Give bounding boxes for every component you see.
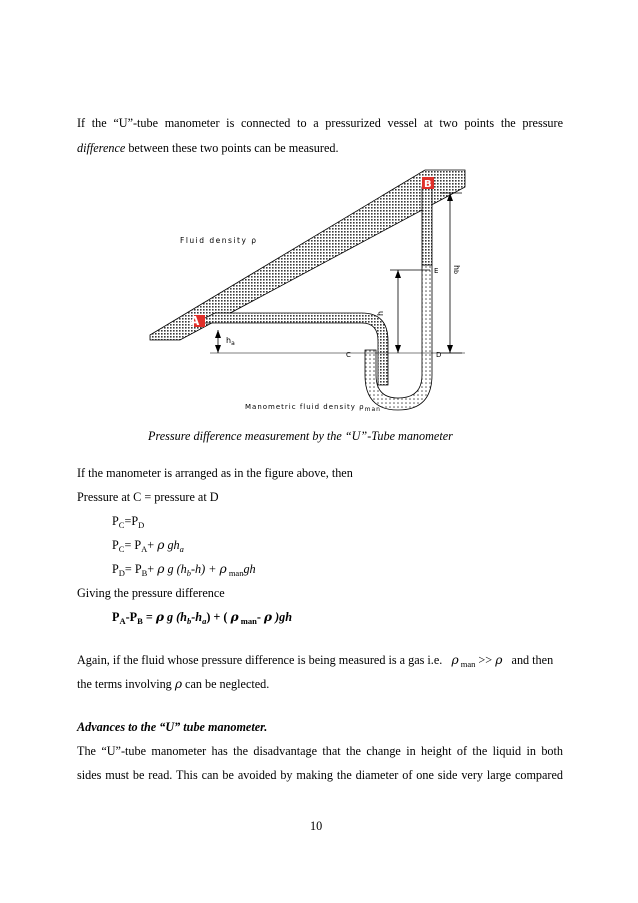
intro-line-1: If the “U”-tube manometer is connected to a pressurized vessel at two points the pressure: [77, 116, 563, 130]
equation-1: $P_C=P_D$: [112, 514, 145, 530]
emphasis-text: difference: [77, 141, 126, 155]
figure-caption: Pressure difference measurement by the “U”-Tube manometer: [148, 429, 453, 443]
again-line-2: the terms involving ρ can be neglected.: [77, 677, 270, 691]
label-hb: hb: [452, 265, 461, 274]
label-ha: $h_a$: [226, 336, 235, 347]
advance-line-2: sides must be read. This can be avoided by making the diameter of one side very large compared: [77, 768, 563, 782]
label-c: C: [346, 351, 351, 359]
intro-line-2-rest: between these two points can be measured.: [125, 141, 339, 155]
equation-3: $P_D= P_B+ \rho$ g $(h_b-h) + \rho$ $_{man}$gh: [112, 562, 256, 578]
fluid-density-label: Fluid density ρ: [180, 236, 258, 245]
manometer-right-limb: [422, 187, 432, 265]
intro-line-2: [77, 140, 339, 156]
giving-text: Giving the pressure difference: [77, 586, 225, 600]
para-pressure-c-d: Pressure at C = pressure at D: [77, 490, 219, 504]
section-heading: Advances to the “U” tube manometer.: [77, 720, 268, 734]
page-number: 10: [310, 819, 323, 833]
again-line-1: Again, if the fluid whose pressure difference is being measured is a gas i.e. ρ $_{man}$ >> ρ and then: [77, 653, 554, 669]
point-a-label: A: [190, 314, 200, 328]
advance-line-1: The “U”-tube manometer has the disadvantage that the change in height of the liquid in both: [77, 744, 563, 758]
manometric-fluid: [365, 265, 432, 410]
label-h: h: [376, 310, 385, 316]
label-d: D: [436, 351, 442, 359]
manometer-left-limb: [195, 310, 388, 385]
label-e: E: [434, 267, 439, 275]
manometer-figure: [140, 165, 480, 420]
point-b-label: B: [424, 179, 432, 190]
equation-4: $P_A-P_B = \rho$ g $(h_b-h_a)$ + ( ρ $_{man}$- ρ )gh: [112, 610, 293, 626]
equation-2: $P_C= P_A+ \rho$ $gh_a$: [112, 538, 184, 554]
para-arrangement: If the manometer is arranged as in the figure above, then: [77, 466, 353, 480]
manometric-density-label: Manometric fluid density ρman: [245, 403, 381, 413]
